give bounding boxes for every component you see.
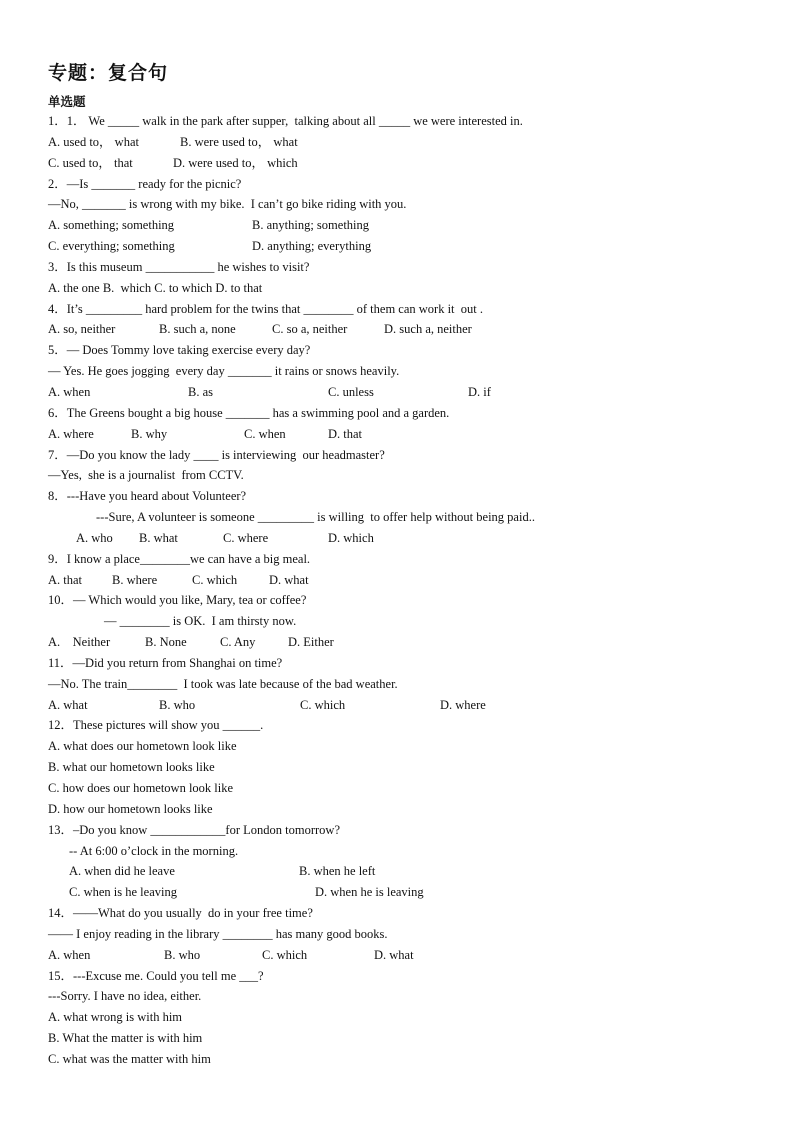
option-text: B. who	[164, 947, 201, 962]
option-text: B. as	[188, 384, 213, 399]
line-text: 2．—Is _______ ready for the picnic?	[48, 176, 242, 191]
worksheet-line	[0, 903, 794, 924]
worksheet-line	[0, 924, 794, 945]
worksheet-line	[0, 465, 794, 486]
page-title: 专题：复合句	[48, 62, 169, 84]
line-text: —Yes, she is a journalist from CCTV.	[48, 468, 244, 483]
worksheet-line	[0, 507, 794, 528]
line-text: A. when	[48, 947, 91, 962]
worksheet-line	[0, 319, 794, 340]
worksheet-line	[0, 299, 794, 320]
line-text: A. the one B. which C. to which D. to that	[48, 280, 263, 295]
line-text: ---Sure, A volunteer is someone _________ is willing to offer help without being paid..	[96, 510, 535, 525]
worksheet-line	[0, 445, 794, 466]
option-text: B. such a, none	[159, 322, 236, 337]
line-text: C. what was the matter with him	[48, 1051, 211, 1066]
option-text: C. when	[244, 426, 286, 441]
worksheet-line	[0, 236, 794, 257]
line-text: 4．It’s _________ hard problem for the twins that ________ of them can work it out .	[48, 301, 484, 316]
line-text: B. What the matter is with him	[48, 1031, 203, 1046]
option-text: B. anything; something	[252, 218, 370, 233]
line-text: A. what wrong is with him	[48, 1010, 183, 1025]
line-text: —— I enjoy reading in the library ________ has many good books.	[48, 926, 388, 941]
worksheet-line	[0, 695, 794, 716]
option-text: C. Any	[220, 635, 256, 650]
worksheet-line	[0, 653, 794, 674]
line-text: C. everything; something	[48, 239, 175, 254]
line-text: A. what	[48, 697, 88, 712]
line-text: 5．— Does Tommy love taking exercise every day?	[48, 343, 311, 358]
worksheet-line	[0, 549, 794, 570]
option-text: D. what	[269, 572, 309, 587]
line-text: 7．—Do you know the lady ____ is interviewing our headmaster?	[48, 447, 385, 462]
option-text: D. if	[468, 384, 491, 399]
option-text: B. were used to， what	[180, 134, 298, 149]
option-text: B. who	[159, 697, 196, 712]
line-text: 1．1． We _____ walk in the park after supper, talking about all _____ we were interested in.	[48, 114, 523, 128]
worksheet-line	[0, 194, 794, 215]
worksheet-line	[0, 174, 794, 195]
option-text: C. which	[192, 572, 238, 587]
worksheet-line	[0, 611, 794, 632]
line-text: B. what our hometown looks like	[48, 760, 215, 775]
line-text: A. who	[76, 530, 113, 545]
line-text: — ________ is OK. I am thirsty now.	[104, 614, 297, 629]
worksheet-line	[0, 590, 794, 611]
worksheet-line	[0, 799, 794, 820]
line-text: 11．—Did you return from Shanghai on time?	[48, 655, 283, 670]
option-text: C. which	[262, 947, 308, 962]
line-text: A. so, neither	[48, 322, 116, 337]
line-text: 6．The Greens bought a big house _______ has a swimming pool and a garden.	[48, 405, 450, 420]
line-text: 3．Is this museum ___________ he wishes to visit?	[48, 259, 310, 274]
worksheet-line	[0, 715, 794, 736]
worksheet-line	[0, 403, 794, 424]
worksheet-line	[0, 486, 794, 507]
option-text: C. so a, neither	[272, 322, 348, 337]
line-text: D. how our hometown looks like	[48, 801, 213, 816]
option-text: D. anything; everything	[252, 239, 372, 254]
worksheet-line	[0, 757, 794, 778]
worksheet-line	[0, 882, 794, 903]
option-text: D. such a, neither	[384, 322, 472, 337]
line-text: -- At 6:00 o’clock in the morning.	[69, 843, 239, 858]
option-text: D. Either	[288, 635, 334, 650]
worksheet-line	[0, 257, 794, 278]
worksheet-line	[0, 986, 794, 1007]
option-text: D. what	[374, 947, 414, 962]
worksheet-line	[0, 861, 794, 882]
worksheet-line	[0, 570, 794, 591]
worksheet-line	[0, 674, 794, 695]
line-text: C. how does our hometown look like	[48, 781, 234, 795]
line-text: 9．I know a place________we can have a big meal.	[48, 551, 311, 566]
worksheet-line	[0, 945, 794, 966]
worksheet-line	[0, 1028, 794, 1049]
option-text: B. when he left	[299, 864, 376, 879]
worksheet-line	[0, 132, 794, 153]
line-text: A. that	[48, 572, 83, 587]
worksheet-line	[0, 820, 794, 841]
line-text: 15．---Excuse me. Could you tell me ___?	[48, 968, 264, 983]
option-text: B. what	[139, 530, 178, 545]
option-text: C. where	[223, 530, 269, 545]
worksheet-line	[0, 382, 794, 403]
line-text: —No. The train________ I took was late because of the bad weather.	[48, 676, 398, 691]
option-text: B. why	[131, 426, 168, 441]
option-text: D. where	[440, 697, 486, 712]
worksheet-line	[0, 736, 794, 757]
line-text: 13．–Do you know ____________for London tomorrow?	[48, 822, 340, 837]
worksheet-line	[0, 966, 794, 987]
option-text: D. were used to， which	[173, 155, 298, 170]
option-text: B. None	[145, 635, 187, 650]
worksheet-line	[0, 424, 794, 445]
line-text: C. used to， that	[48, 155, 133, 170]
worksheet-line	[0, 278, 794, 299]
worksheet-line	[0, 528, 794, 549]
option-text: D. that	[328, 426, 363, 441]
worksheet-line	[0, 111, 794, 132]
worksheet-line	[0, 153, 794, 174]
question-list	[0, 111, 794, 1070]
worksheet-line	[0, 1007, 794, 1028]
line-text: 10．— Which would you like, Mary, tea or coffee?	[48, 593, 307, 608]
worksheet-line	[0, 215, 794, 236]
option-text: D. when he is leaving	[315, 885, 424, 900]
line-text: 14．——What do you usually do in your free time?	[48, 906, 313, 921]
line-text: A. something; something	[48, 218, 175, 233]
line-text: C. when is he leaving	[69, 885, 177, 900]
worksheet-line	[0, 778, 794, 799]
line-text: 8．---Have you heard about Volunteer?	[48, 489, 247, 504]
worksheet-line	[0, 361, 794, 382]
option-text: C. which	[300, 697, 346, 712]
line-text: — Yes. He goes jogging every day _______ it rains or snows heavily.	[48, 364, 400, 379]
line-text: A. when	[48, 384, 91, 399]
option-text: B. where	[112, 572, 158, 587]
line-text: ---Sorry. I have no idea, either.	[48, 989, 202, 1004]
line-text: A. Neither	[48, 635, 111, 650]
section-heading: 单选题	[48, 94, 86, 109]
option-text: D. which	[328, 530, 374, 545]
line-text: A. where	[48, 426, 94, 441]
worksheet-line	[0, 841, 794, 862]
line-text: A. used to， what	[48, 134, 139, 149]
worksheet-line	[0, 340, 794, 361]
line-text: A. when did he leave	[69, 864, 175, 879]
line-text: A. what does our hometown look like	[48, 739, 237, 754]
worksheet-line	[0, 632, 794, 653]
line-text: 12．These pictures will show you ______.	[48, 718, 264, 733]
option-text: C. unless	[328, 384, 374, 399]
worksheet-line	[0, 1049, 794, 1070]
line-text: —No, _______ is wrong with my bike. I can’t go bike riding with you.	[48, 197, 407, 212]
